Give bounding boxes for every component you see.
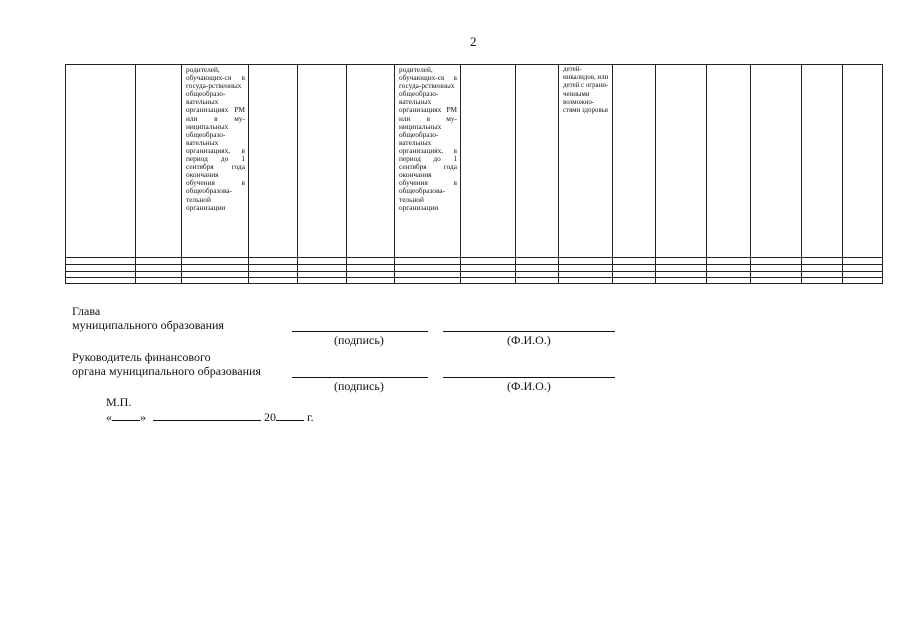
date-day-blank[interactable] <box>112 409 140 421</box>
table-cell <box>347 65 395 258</box>
cell-text-disabled-children: детей-инвалидов, или детей с ограни-ченными возможно-стями здоровья <box>563 66 609 115</box>
table-cell <box>707 65 751 258</box>
table-cell <box>559 65 613 258</box>
table-row <box>66 65 883 258</box>
finance-signature-line[interactable] <box>292 377 428 378</box>
table-row <box>66 257 883 264</box>
table-cell <box>613 65 656 258</box>
head-name-caption: (Ф.И.О.) <box>507 333 551 347</box>
table-row <box>66 264 883 271</box>
head-name-line[interactable] <box>443 331 615 332</box>
finance-signature-caption: (подпись) <box>334 379 384 393</box>
data-table <box>65 64 883 284</box>
table-cell <box>843 65 883 258</box>
table-cell <box>516 65 559 258</box>
table-cell <box>136 65 182 258</box>
head-signature-caption: (подпись) <box>334 333 384 347</box>
cell-text-parents-2: родителей, обучающих-ся в госуда-рственных общеобразо-вательных организациях РМ или в му-ниципальных общеобразо-вательных организациях, в период до 1 сентября года окончания обучения в общеобразова-тельной организации <box>399 65 457 212</box>
finance-name-line[interactable] <box>443 377 615 378</box>
table-cell <box>802 65 843 258</box>
date-field: « » 20 г. <box>106 410 314 424</box>
table-cell <box>66 65 136 258</box>
table-row <box>66 277 883 283</box>
cell-text-parents-1: родителей, обучающих-ся в госуда-рственных общеобразо-вательных организациях РМ или в му-ниципальных общеобразо-вательных организациях, в период до 1 сентября года окончания обучения в общеобразова-тельной организации <box>186 65 245 212</box>
date-year-blank[interactable] <box>276 409 304 421</box>
page-number: 2 <box>470 34 477 49</box>
date-month-blank[interactable] <box>153 409 261 421</box>
table-cell <box>298 65 347 258</box>
finance-name-caption: (Ф.И.О.) <box>507 379 551 393</box>
table-cell <box>751 65 802 258</box>
finance-head-label: Руководитель финансового органа муниципального образования <box>72 350 261 378</box>
seal-mark: М.П. <box>106 395 132 409</box>
table-cell <box>182 65 249 258</box>
table-cell <box>249 65 298 258</box>
head-label: Глава муниципального образования <box>72 304 224 332</box>
table-cell <box>461 65 516 258</box>
table-cell <box>656 65 707 258</box>
table-cell <box>395 65 461 258</box>
head-signature-line[interactable] <box>292 331 428 332</box>
